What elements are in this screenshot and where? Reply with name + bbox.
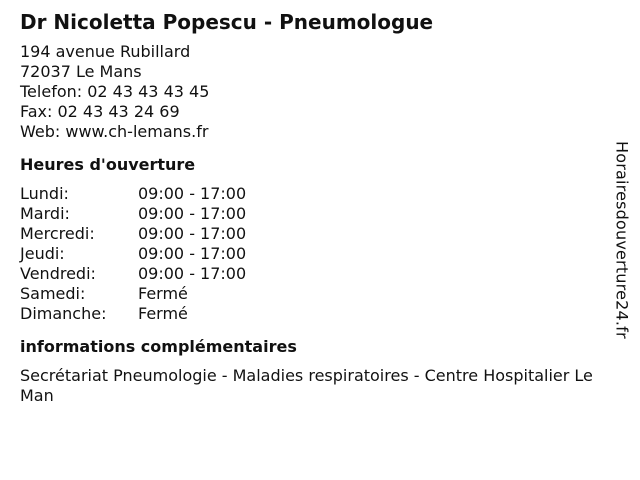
day-hours: 09:00 - 17:00 <box>138 204 247 223</box>
day-hours: 09:00 - 17:00 <box>138 244 247 263</box>
day-hours: Fermé <box>138 284 188 303</box>
day-label: Jeudi: <box>20 244 65 263</box>
day-label: Vendredi: <box>20 264 96 283</box>
hours-table <box>20 184 620 324</box>
info-heading: informations complémentaires <box>20 337 297 356</box>
website: Web: www.ch-lemans.fr <box>20 122 209 141</box>
info-description: Secrétariat Pneumologie - Maladies respiratoires - Centre Hospitalier Le Man <box>20 366 593 405</box>
fax-number: Fax: 02 43 43 24 69 <box>20 102 180 121</box>
hours-row-thursday <box>20 244 620 264</box>
address-block <box>20 42 620 142</box>
day-label: Mardi: <box>20 204 70 223</box>
day-label: Samedi: <box>20 284 86 303</box>
day-label: Mercredi: <box>20 224 95 243</box>
day-hours: 09:00 - 17:00 <box>138 184 247 203</box>
hours-row-wednesday <box>20 224 620 244</box>
phone-number: Telefon: 02 43 43 43 45 <box>20 82 210 101</box>
hours-row-friday <box>20 264 620 284</box>
day-hours: 09:00 - 17:00 <box>138 224 247 243</box>
city-address: 72037 Le Mans <box>20 62 142 81</box>
day-label: Dimanche: <box>20 304 107 323</box>
page-title: Dr Nicoletta Popescu - Pneumologue <box>20 10 434 34</box>
watermark-container <box>612 135 632 345</box>
day-hours: 09:00 - 17:00 <box>138 264 247 283</box>
hours-heading: Heures d'ouverture <box>20 155 196 174</box>
hours-row-sunday <box>20 304 620 324</box>
day-hours: Fermé <box>138 304 188 323</box>
hours-row-saturday <box>20 284 620 304</box>
street-address: 194 avenue Rubillard <box>20 42 191 61</box>
site-watermark: Horairesdouverture24.fr <box>612 141 632 339</box>
day-label: Lundi: <box>20 184 69 203</box>
hours-row-monday <box>20 184 620 204</box>
hours-row-tuesday <box>20 204 620 224</box>
listing-card <box>20 10 620 406</box>
